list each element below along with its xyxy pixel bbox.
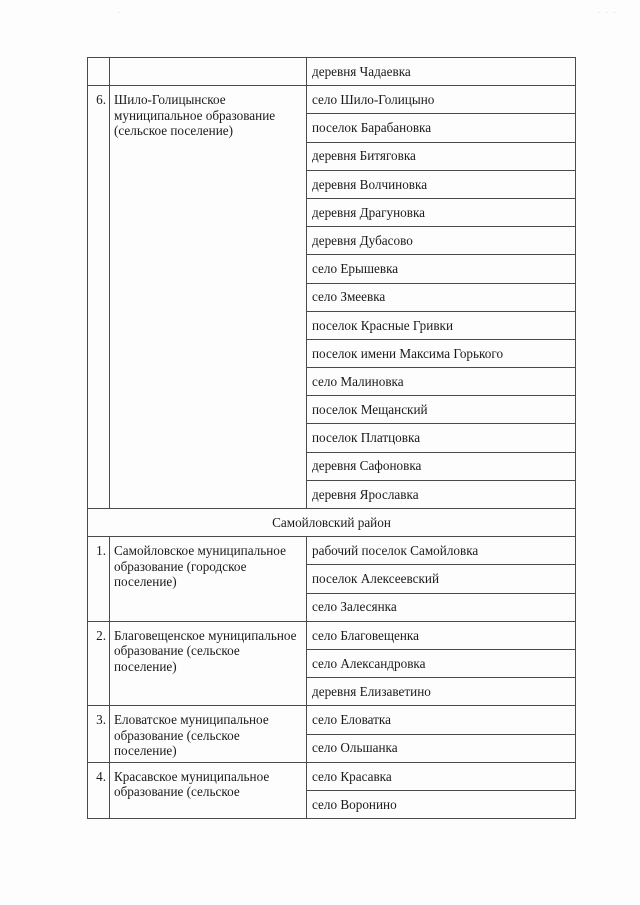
district-row: [88, 509, 576, 537]
settlement-cell: село Ерышевка: [307, 255, 576, 283]
settlements-table: [87, 57, 576, 819]
settlement-cell: деревня Дубасово: [307, 227, 576, 255]
table-row: [88, 86, 576, 114]
settlement-cell: поселок Мещанский: [307, 396, 576, 424]
row-number: [88, 58, 110, 86]
table-body: [88, 58, 576, 819]
settlement-cell: село Красавка: [307, 762, 576, 790]
municipality-name: Шило-Голицынское муниципальное образование (сельское поселение): [110, 86, 307, 509]
settlement-cell: деревня Битяговка: [307, 142, 576, 170]
settlement-cell: деревня Сафоновка: [307, 452, 576, 480]
table-row: [88, 762, 576, 790]
settlement-cell: поселок имени Максима Горького: [307, 339, 576, 367]
settlement-cell: село Воронино: [307, 790, 576, 818]
table-row: [88, 537, 576, 565]
settlement-cell: село Малиновка: [307, 368, 576, 396]
table-row: [88, 621, 576, 649]
row-number: 1.: [88, 537, 110, 622]
scan-artifact: · · ·: [598, 10, 618, 17]
row-number: 3.: [88, 706, 110, 762]
settlement-cell: село Залесянка: [307, 593, 576, 621]
municipality-name: Самойловское муниципальное образование (городское поселение): [110, 537, 307, 622]
settlement-cell: поселок Платцовка: [307, 424, 576, 452]
municipality-name: Красавское муниципальное образование (сельское: [110, 762, 307, 818]
settlement-cell: поселок Алексеевский: [307, 565, 576, 593]
settlement-cell: деревня Волчиновка: [307, 170, 576, 198]
table-row: [88, 58, 576, 86]
settlement-cell: село Змеевка: [307, 283, 576, 311]
settlement-cell: поселок Барабановка: [307, 114, 576, 142]
settlement-cell: поселок Красные Гривки: [307, 311, 576, 339]
municipality-name: Еловатское муниципальное образование (сельское поселение): [110, 706, 307, 762]
settlement-cell: село Еловатка: [307, 706, 576, 734]
table-row: [88, 706, 576, 734]
settlement-cell: рабочий поселок Самойловка: [307, 537, 576, 565]
settlement-cell: деревня Елизаветино: [307, 678, 576, 706]
district-heading: Самойловский район: [88, 509, 576, 537]
settlement-cell: деревня Чадаевка: [307, 58, 576, 86]
settlement-cell: село Ольшанка: [307, 734, 576, 762]
municipality-name: [110, 58, 307, 86]
municipality-name: Благовещенское муниципальное образование (сельское поселение): [110, 621, 307, 706]
settlement-cell: деревня Драгуновка: [307, 198, 576, 226]
settlement-cell: деревня Ярославка: [307, 480, 576, 508]
row-number: 4.: [88, 762, 110, 818]
row-number: 2.: [88, 621, 110, 706]
settlement-cell: село Александровка: [307, 649, 576, 677]
scan-artifact: ·: [118, 10, 122, 17]
settlement-cell: село Благовещенка: [307, 621, 576, 649]
settlement-cell: село Шило-Голицыно: [307, 86, 576, 114]
row-number: 6.: [88, 86, 110, 509]
